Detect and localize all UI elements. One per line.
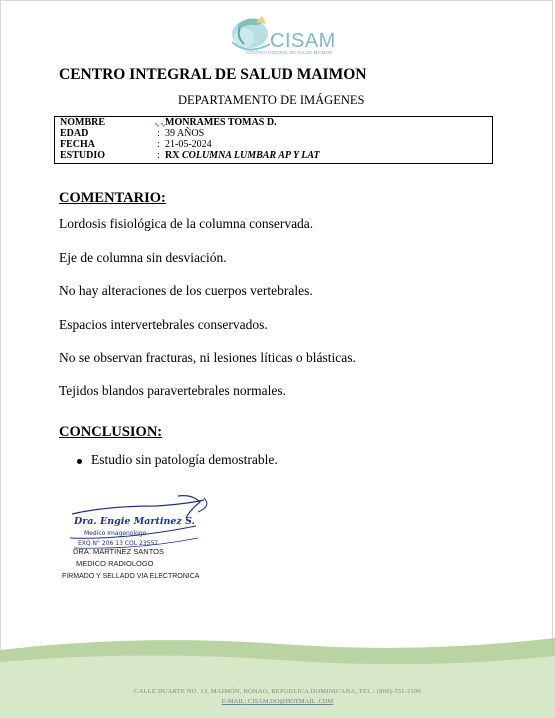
comment-heading: COMENTARIO:	[59, 190, 166, 206]
footer-email-line	[0, 698, 555, 705]
field-value: MONRAMES TOMAS D.	[165, 117, 277, 128]
signer-role: MEDICO RADIOLOGO	[76, 559, 154, 568]
comment-line: No hay alteraciones de los cuerpos vertebrales.	[59, 283, 313, 298]
comment-line: Espacios intervertebrales conservados.	[59, 317, 268, 332]
comment-line: Lordosis fisiológica de la columna conservada.	[59, 216, 314, 231]
footer-email-label: E-MAIL:	[221, 698, 248, 705]
stamp-registration: EXQ N° 206 13 COL 23557	[78, 540, 159, 547]
field-colon: :	[157, 139, 160, 150]
stamp-doctor-name: Dra. Engie Martinez S.	[74, 516, 195, 527]
signature-note: FIRMADO Y SELLADO VIA ELECTRONICA	[62, 573, 200, 580]
footer-email[interactable]: CISAM.DO@HOTMAIL .COM	[247, 698, 334, 705]
comment-line: No se observan fracturas, ni lesiones líticas o blásticas.	[59, 350, 356, 365]
department-title: DEPARTAMENTO DE IMÁGENES	[178, 93, 365, 107]
spellcheck-mark: ∿∿	[154, 121, 166, 129]
logo-subtext: CENTRO INTEGRAL DE SALUD MAIMON	[246, 50, 333, 55]
signer-name: DRA. MARTINEZ SANTOS	[73, 547, 164, 556]
field-colon: :	[157, 128, 160, 139]
field-colon: :	[157, 150, 160, 161]
institution-title: CENTRO INTEGRAL DE SALUD MAIMON	[59, 66, 367, 83]
signature-stamp-image	[66, 492, 216, 552]
field-label: NOMBRE	[60, 117, 105, 128]
conclusion-item: Estudio sin patología demostrable.	[91, 452, 278, 467]
comment-line: Eje de columna sin desviación.	[59, 250, 227, 265]
field-label: FECHA	[60, 139, 95, 150]
field-label: EDAD	[60, 128, 89, 139]
footer-address: CALLE DUARTE NO. 13, MAIMÓN, BONAO, REPUBLICA DOMINICANA, TEL.: (809)-551-2196	[134, 688, 421, 695]
patient-info-box	[54, 116, 493, 164]
study-name: COLUMNA LUMBAR AP Y LAT	[181, 150, 320, 161]
comment-line: Tejidos blandos paravertebrales normales.	[59, 383, 286, 398]
bullet-icon	[77, 459, 82, 464]
field-value: 21-05-2024	[165, 139, 212, 150]
conclusion-heading: CONCLUSION:	[59, 424, 163, 440]
stamp-specialty: Medico Imagenologo	[84, 530, 147, 537]
field-label: ESTUDIO	[60, 150, 106, 161]
field-value: 39 AÑOS	[165, 128, 205, 139]
logo-wordmark: CISAM	[270, 30, 336, 52]
study-prefix: RX	[165, 150, 182, 161]
field-value	[165, 150, 320, 161]
